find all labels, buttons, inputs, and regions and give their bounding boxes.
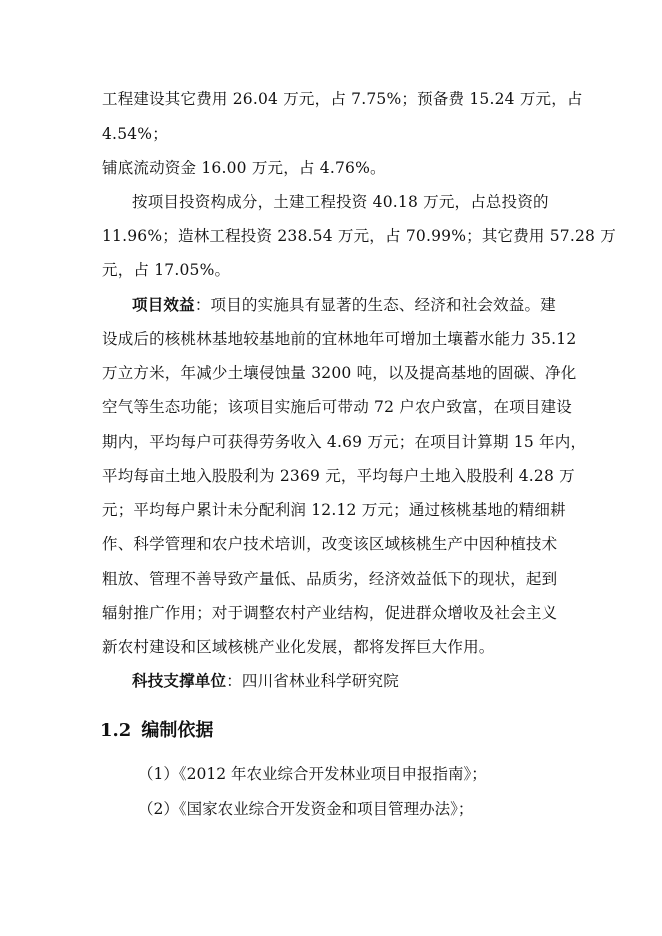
benefit-text-line: 万立方米，年减少土壤侵蚀量 3200 吨，以及提高基地的固碳、净化 (102, 364, 577, 382)
benefit-text-line: 粗放、管理不善导致产量低、品质劣，经济效益低下的现状，起到 (102, 570, 558, 588)
reference-item: （2）《国家农业综合开发资金和项目管理办法》； (138, 800, 474, 818)
structure-text-line: 按项目投资构成分，土建工程投资 40.18 万元，占总投资的 (132, 193, 549, 211)
benefit-text-line: 作、科学管理和农户技术培训，改变该区域核桃生产中因种植技术 (102, 535, 558, 553)
section-heading (100, 719, 213, 743)
structure-text-line: 元，占 17.05%。 (102, 261, 231, 279)
reference-item: （1）《2012 年农业综合开发林业项目申报指南》； (138, 765, 487, 783)
section-title: 编制依据 (141, 720, 214, 741)
benefit-text-line: 辐射推广作用；对于调整农村产业结构，促进群众增收及社会主义 (102, 604, 558, 622)
support-unit-line (132, 671, 399, 691)
benefit-text-line: 期内，平均每户可获得劳务收入 4.69 万元；在项目计算期 15 年内， (102, 433, 587, 451)
benefit-text-line: 设成后的核桃林基地较基地前的宜林地年可增加土壤蓄水能力 35.12 (102, 330, 577, 348)
section-number: 1.2 (100, 720, 132, 741)
structure-text-line: 11.96%；造林工程投资 238.54 万元，占 70.99%；其它费用 57.28 万 (102, 227, 616, 245)
benefit-text-line: 新农村建设和区域核桃产业化发展，都将发挥巨大作用。 (102, 638, 495, 656)
benefit-text-line: 平均每亩土地入股股利为 2369 元，平均每户土地入股股利 4.28 万 (102, 467, 575, 485)
cost-text-line: 4.54%； (102, 125, 168, 143)
benefit-text: ：项目的实施具有显著的生态、经济和社会效益。建 (194, 296, 556, 314)
support-unit-label: 科技支撑单位 (132, 671, 227, 690)
benefit-text-line: 空气等生态功能；该项目实施后可带动 72 户农户致富，在项目建设 (102, 398, 572, 416)
cost-text-line: 工程建设其它费用 26.04 万元，占 7.75%；预备费 15.24 万元，占 (102, 90, 583, 108)
benefit-text-line: 元；平均每户累计未分配利润 12.12 万元；通过核桃基地的精细耕 (102, 501, 566, 519)
benefit-text-line (132, 295, 556, 315)
benefit-label: 项目效益 (132, 295, 195, 314)
support-unit-value: ：四川省林业科学研究院 (226, 672, 399, 690)
cost-text-line: 铺底流动资金 16.00 万元，占 4.76%。 (102, 159, 386, 177)
